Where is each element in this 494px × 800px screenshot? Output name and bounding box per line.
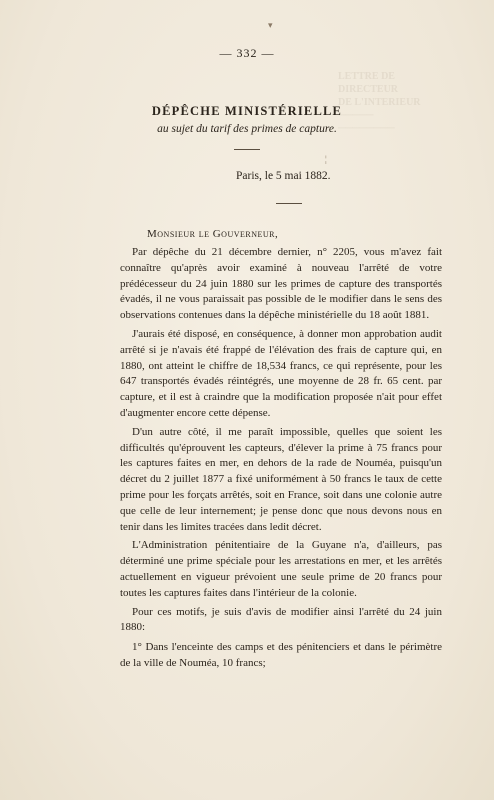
document-subtitle: au sujet du tarif des primes de capture. <box>157 123 337 135</box>
paragraph: Par dépêche du 21 décembre dernier, n° 2205, vous m'avez fait connaître qu'après avoir examiné à nouveau l'arrêté de votre prédécesseur du 24 juin 1880 sur les primes de capture des transportés évadés, il ne vous paraissait pas possible de le modifier dans le sens des observations contenues dans la dépêche ministérielle du 18 août 1881. <box>120 246 442 322</box>
letter-body <box>120 245 442 675</box>
page-number: — 332 — <box>219 46 275 60</box>
separator-rule <box>276 203 302 204</box>
paragraph: J'aurais été disposé, en conséquence, à donner mon approbation audit arrêté si je n'avais été frappé de l'élévation des frais de capture qui, en 1880, ont atteint le chiffre de 18,534 francs, ce qui représente, pour les 647 transportés évadés réintégrés, une moyenne de 28 fr. 65 cent. par capture, et il est à craindre que la modification proposée n'ait pour effet d'augmenter encore cette dépense. <box>120 327 442 419</box>
salutation: Monsieur le Gouverneur, <box>147 228 279 240</box>
paragraph: Pour ces motifs, je suis d'avis de modifier ainsi l'arrêté du 24 juin 1880: <box>120 605 442 634</box>
paragraph: D'un autre côté, il me paraît impossible, quelles que soient les difficultés qu'éprouvent les capteurs, d'élever la prime à 75 francs pour les captures faites en mer, en dehors de la rade de Nouméa, puisqu'un décret du 2 juillet 1877 a fixé uniformément à 50 francs le taux de cette prime pour les forçats arrêtés, soit en France, soit dans une colonie autre que celle de leur internement; je pense donc que nous devons nous en tenir dans les limites tracées dans ledit décret. <box>120 425 442 533</box>
paper-speck: ¦ <box>325 154 327 164</box>
place-date: Paris, le 5 mai 1882. <box>236 170 331 182</box>
bleed-through-text: LETTRE DE DIRECTEUR DE L'INTERIEUR ───── ──────── <box>338 71 421 134</box>
document-title: DÉPÊCHE MINISTÉRIELLE <box>151 104 343 118</box>
paragraph: L'Administration pénitentiaire de la Guyane n'a, d'ailleurs, pas déterminé une prime spéciale pour les arrestations en mer, et les arrêtés actuellement en vigueur prévoient une seule prime de 20 francs pour toutes les captures faites dans l'intérieur de la colonie. <box>120 539 442 599</box>
separator-rule <box>234 149 260 150</box>
paper-speck: ▾ <box>268 20 273 30</box>
paragraph: 1° Dans l'enceinte des camps et des pénitenciers et dans le périmètre de la ville de Nouméa, 10 francs; <box>120 641 442 669</box>
